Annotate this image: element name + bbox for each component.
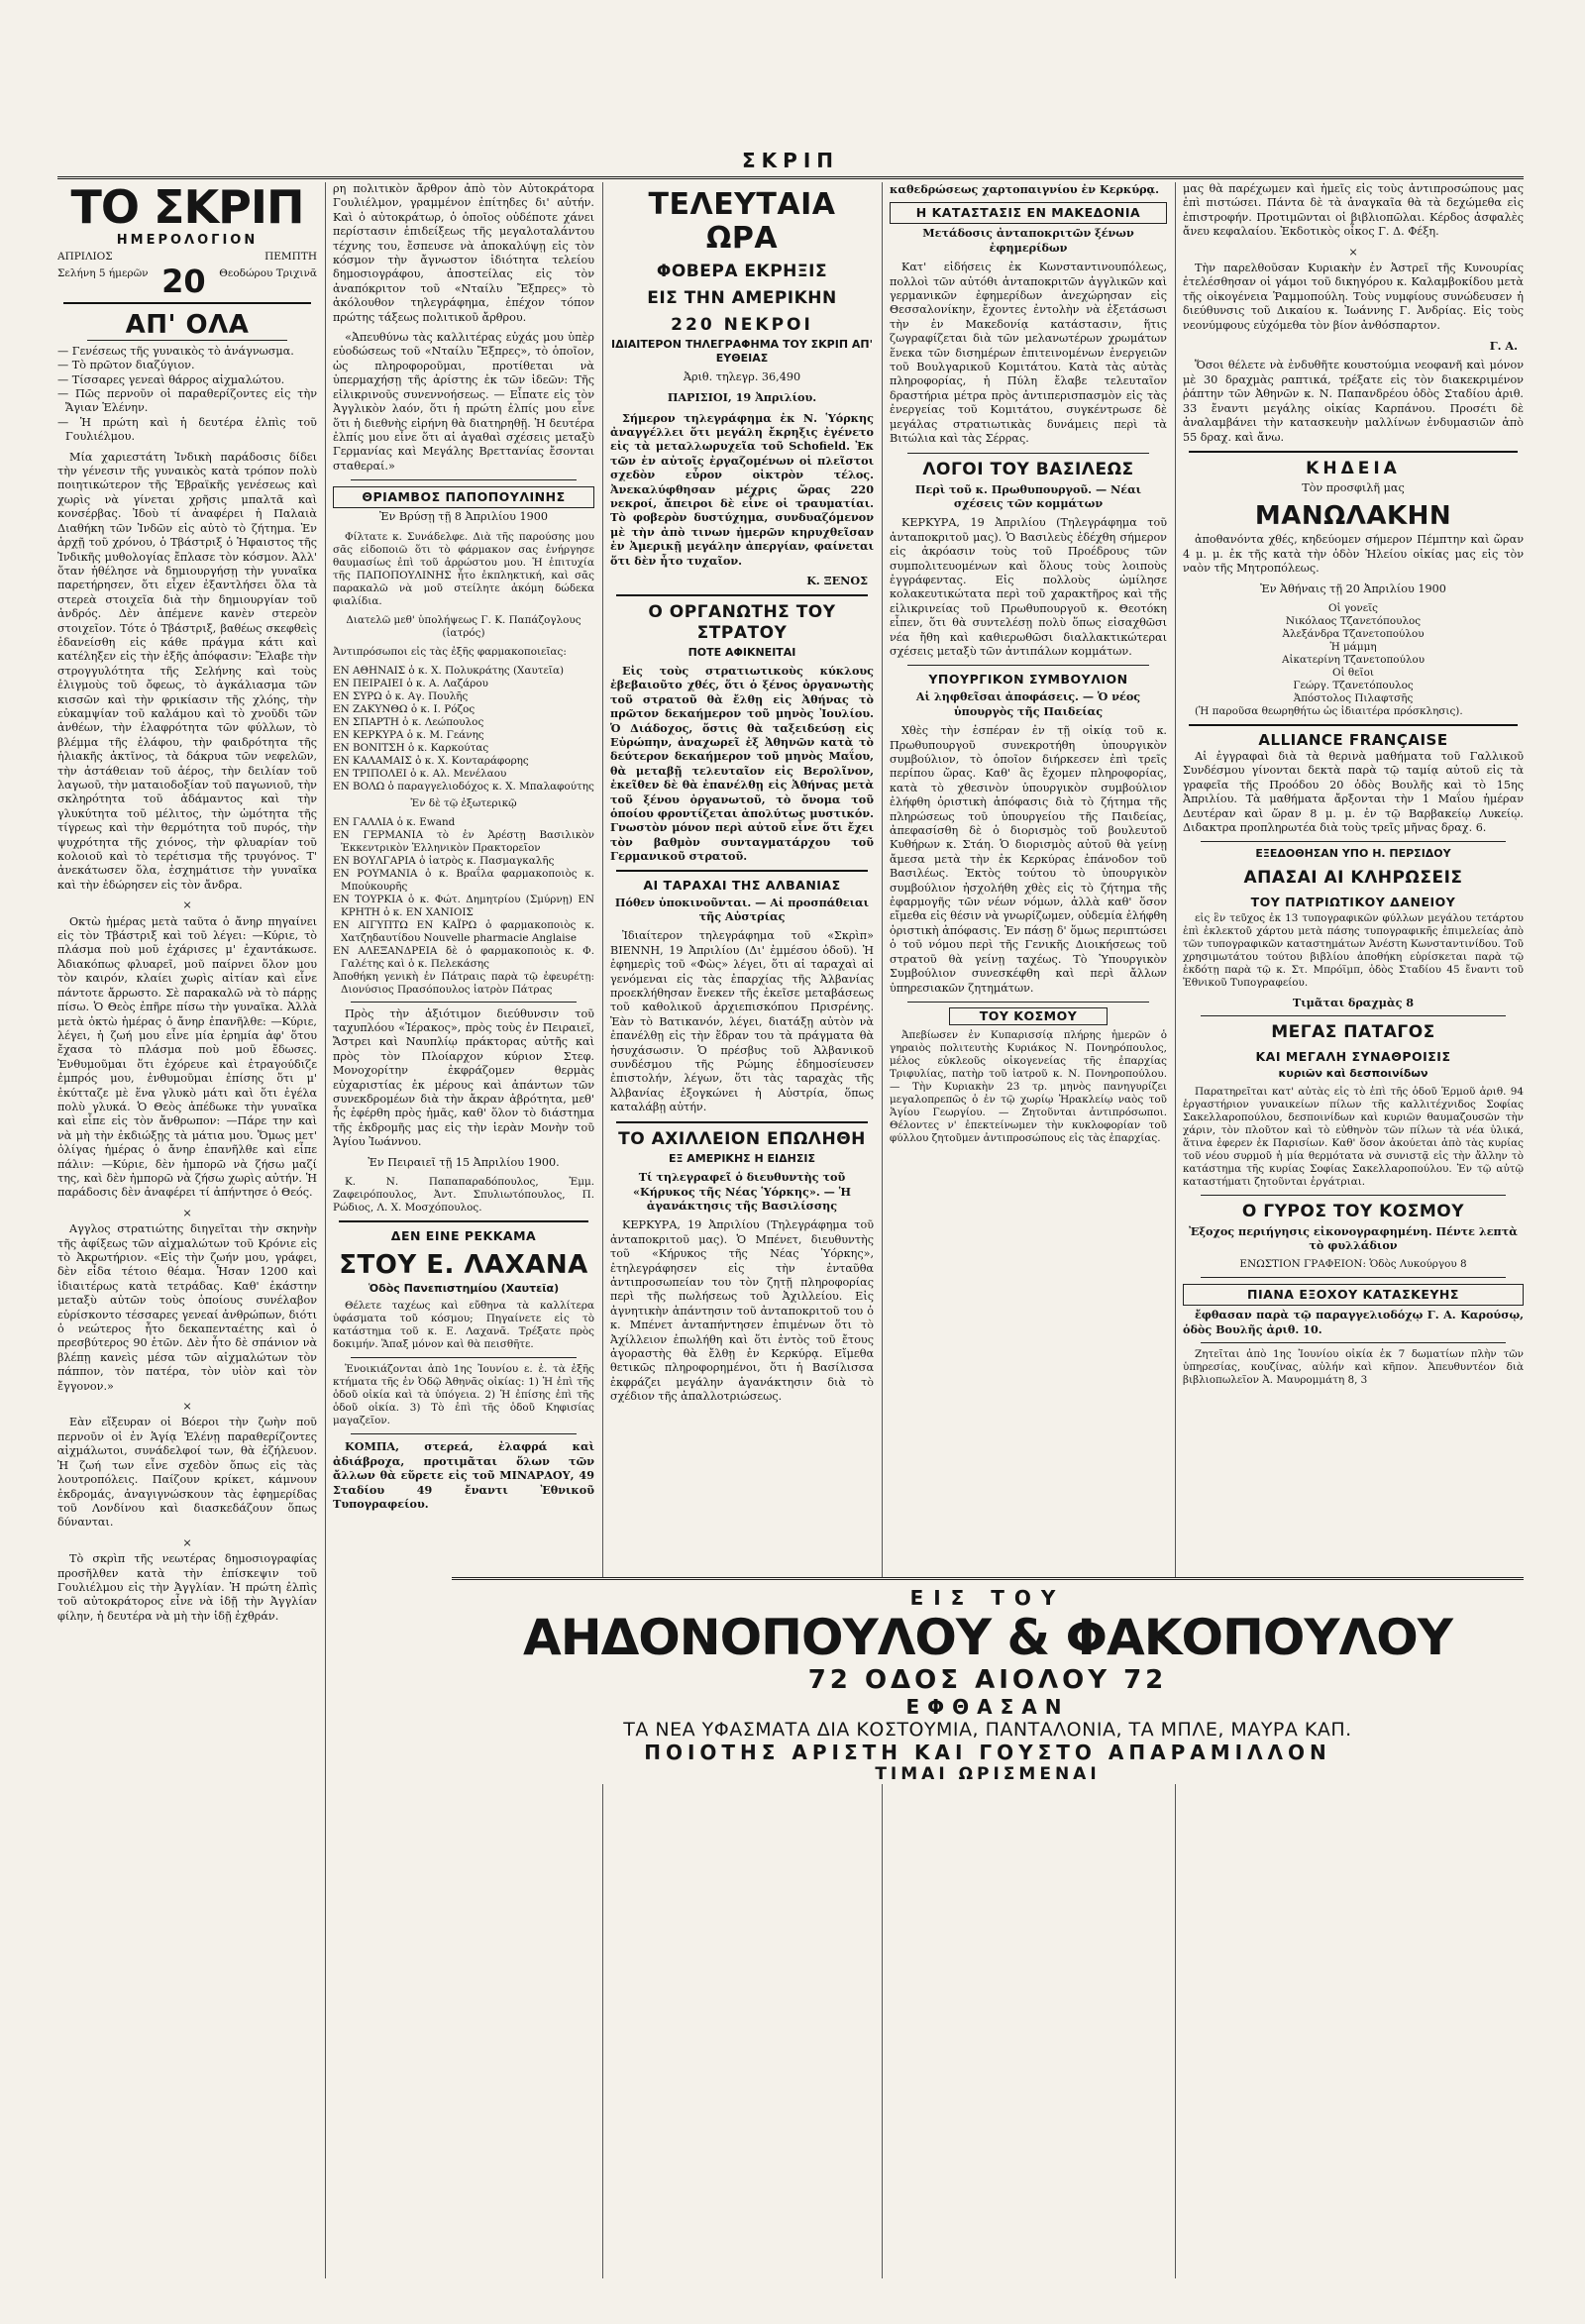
article-paragraph: Παρατηρεῖται κατ' αὐτὰς εἰς τὸ ἐπὶ τῆς ὁδοῦ Ἑρμοῦ ἀριθ. 94 ἐργαστήριον γυναικείων πίλων τῆς καλλιτέχνιδος Σοφίας Σακελλαροπούλου, δεσποινίδων καὶ κυριῶν θαυμαζουσῶν τὴν χάριν, τὸν πλοῦτον καὶ τὸ εὐθηνὸν τῶν πίλων τὰ νέα ὑλικά, ἅτινα ἐφερεν ἐκ Παρισίων. Καθ' ὅσον ἀκούεται ἀπὸ τὰς κυρίας τοῦ νέου συρμοῦ ἡ μία θερμότατα νὰ συνιστᾷ εἰς τὴν ἄλλην τὸ κατάστημα τῆς κυρίας Σοφίας Σακελλαροπούλου. Ἐν τῷ αὐτῷ καταστήματι ζητοῦνται ἐργάτριαι. — [1183, 1085, 1524, 1188]
depot-item: ΕΝ ΣΠΑΡΤΗ ὁ κ. Λεώπουλος — [333, 715, 484, 728]
summary-list — [57, 345, 317, 445]
article-paragraph: καθεδρώσεως χαρτοπαιγνίου ἐν Κερκύρᾳ. — [890, 182, 1160, 196]
depot-item: ΕΝ ΖΑΚΥΝΘΩ ὁ κ. Ι. Ρόζος — [333, 702, 476, 715]
article-paragraph: Χθὲς τὴν ἑσπέραν ἐν τῇ οἰκίᾳ τοῦ κ. Πρωθυπουργοῦ συνεκροτήθη ὑπουργικὸν συμβούλιον, τὸ ὁποῖον διήρκεσεν ἐπὶ τρεῖς περίπου ὥρας. Καθ' ἃς ἔχομεν πληροφορίας, κατὰ τὸ χθεσινὸν ὑπουργικὸν συμβούλιον ἐλήφθη ὁριστικὴ ἀπόφασις διὰ τὸ ζήτημα τῆς πληρώσεως τοῦ ὑπουργείου τῆς Παιδείας, ἀπεφασίσθη δὲ ὁ διορισμὸς τοῦ βουλευτοῦ Κυθήρων κ. Στάη. Ὁ διορισμὸς αὐτοῦ θὰ γείνῃ ἄμεσα μετὰ τὴν ἐκ Κερκύρας ἐπάνοδον τοῦ Βασιλέως. Ἐκτὸς τούτου τὸ ὑπουργικὸν συμβούλιον ἠσχολήθη χθὲς εἰς τὸ ζήτημα τῆς ἐφαρμογῆς τῶν νέων νόμων, ἀλλὰ καθ' ὅσον εἴμεθα εἰς θέσιν νὰ γνωρίζωμεν, οὐδεμία ἐλήφθη ὁριστικὴ ἀπόφασις. Ἐν πάσῃ δ' ὅμως περιπτώσει ὁ τοῦ νόμου περὶ τῆς Γενικῆς Διοικήσεως τοῦ στρατοῦ θὰ γείνῃ ταχέως. Τὸ Ὑπουργικὸν Συμβούλιον συνεσκέφθη καὶ περὶ ἄλλων ὑπηρεσιακῶν ζητημάτων. — [890, 724, 1167, 995]
summary-item: — Γενέσεως τῆς γυναικὸς τὸ ἀνάγνωσμα. — [57, 344, 294, 358]
ad-street: 72 ΟΔΟΣ ΑΙΟΛΟΥ 72 — [807, 1665, 1168, 1695]
abroad-list — [333, 816, 594, 997]
headline-telegram: ΙΔΙΑΙΤΕΡΟΝ ΤΗΛΕΓΡΑΦΗΜΑ ΤΟΥ ΣΚΡΙΠ ΑΠ' ΕΥΘΕΙΑΣ — [611, 338, 873, 366]
month-label: ΑΠΡΙΛΙΟΣ — [57, 251, 113, 264]
ad-arrived: ΕΦΘΑΣΑΝ — [905, 1695, 1070, 1719]
separator-cross: × — [182, 1535, 192, 1549]
article-paragraph: Εἰς τοὺς στρατιωτικοὺς κύκλους ἐβεβαιοῦτο χθές, ὅτι ὁ ξένος ὀργανωτὴς τοῦ στρατοῦ θὰ ἔλθῃ εἰς Ἀθήνας τὸ πρῶτον δεκαήμερον τοῦ μηνὸς Ἰουλίου. Ὁ Διάδοχος, ὅστις θὰ ταξειδεύσῃ εἰς Εὐρώπην, ἀναχωρεῖ ἐξ Ἀθηνῶν κατὰ τὸ δεύτερον δεκαήμερον τοῦ μηνὸς Μαΐου, θὰ μεταβῇ τελευταῖον εἰς Βερολῖνον, ἐκεῖθεν δὲ θὰ ἐπανέλθῃ εἰς Ἀθήνας μετὰ τοῦ ξένου ὀργανωτοῦ, τὸ ὄνομα τοῦ ὁποίου φροντίζεται ἀπολύτως μυστικόν. Γνωστὸν μόνον περὶ αὐτοῦ εἶνε ὅτι ἔχει τὸν βαθμὸν συνταγματάρχου τοῦ Γερμανικοῦ στρατοῦ. — [610, 663, 874, 864]
divider — [616, 1121, 868, 1123]
subheadline: Πόθεν ὑποκινοῦνται. — Αἱ προσπάθειαι τῆς Αὐστρίας — [614, 895, 870, 923]
article-paragraph: Σήμερον τηλεγράφημα ἐκ Ν. Ὑόρκης ἀναγγέλλει ὅτι μεγάλη ἔκρηξις ἐγένετο εἰς τὰ μεταλλωρυχεῖα τοῦ Schofield. Ἐκ τῶν ἐν αὐτοῖς ἐργαζομένων οἱ πλεῖστοι σχεδὸν εὗρον οἰκτρὸν τέλος. Ἀνεκαλύφθησαν μέχρις ὥρας 220 νεκροί, ἄπειροι δὲ εἶνε οἱ τραυματίαι. Τὸ φοβερὸν δυστύχημα, συνδυαζόμενον μὲ τὴν ἀπὸ τινων ἡμερῶν κηρυχθεῖσαν ἐν Ἀμερικῇ μεγάλην ἀπεργίαν, φαίνεται ὅτι δὲν ἦτο τυχαῖον. — [610, 410, 874, 568]
article-paragraph: Ἀπεβίωσεν ἐν Κυπαρισσίᾳ πλήρης ἡμερῶν ὁ γηραιὸς πολιτευτὴς Κυριάκος Ν. Πονηρόπουλος, μέλος εὐκλεοῦς οἰκογενείας τῆς ἐπαρχίας Τριφυλίας, πατὴρ τοῦ ἰατροῦ κ. Ν. Πονηροπούλου. — Τὴν Κυριακὴν 23 τρ. μηνὸς πανηγυρίζει μεγαλοπρεπῶς ὁ ἐν τῷ χωρίῳ Ἡρακλείῳ ναὸς τοῦ Ἁγίου Γεωργίου. — Ζητοῦνται ἀντιπρόσωποι. Θέλοντες ν' ἐπεκτείνωμεν τὴν κυκλοφορίαν τοῦ φύλλου ζητοῦμεν ἀντιπροσώπους εἰς τὰς ἐπαρχίας. — [890, 1028, 1167, 1144]
article-paragraph: Πρὸς τὴν ἀξιότιμον διεύθυνσιν τοῦ ταχυπλόου «Ἰέρακος», πρὸς τοὺς ἐν Πειραιεῖ, Ἄστρει καὶ Ναυπλίῳ πράκτορας αὐτῆς καὶ πρὸς τὸν Πλοίαρχον κύριον Στεφ. Μονοχορίτην ἐκφράζομεν θερμὰς εὐχαριστίας ἐκ μέρους καὶ ἁπάντων τῶν συνεκδρομέων διὰ τὴν ἄκραν ἀβρότητα, μεθ' ἧς ἐφέρθη πρὸς ἡμᾶς, καθ' ὅλον τὸ διάστημα τῆς ἐκδρομῆς μας εἰς τὴν ἱερὰν Μονὴν τοῦ Ἁγίου Ἰωάννου. — [333, 1006, 594, 1149]
family-line: Ἡ μάμμη — [1329, 640, 1377, 653]
article-paragraph: Εὰν εἴξευραν οἱ Βόεροι τὴν ζωὴν ποῦ περνοῦν οἱ ἐν Ἁγίᾳ Ἑλένῃ παραθερίζοντες αἰχμάλωτοι, συνάδελφοί των, θὰ ἐζήλευον. Ἡ ζωή των εἶνε σχεδὸν ὅπως εἰς τὰς λουτροπόλεις. Παίζουν κρίκετ, κάμνουν ἐκδρομάς, ἀναγιγνώσκουν τὰς ἐφημερίδας τοῦ Λονδίνου καὶ διασκεδάζουν ὅπως δύνανται. — [57, 1416, 317, 1530]
divider — [616, 870, 868, 872]
abroad-item: ΕΝ ΓΕΡΜΑΝΙΑ τὸ ἐν Ἀρέστῃ Βασιλικὸν Ἐκκεντρικὸν Ἑλληνικὸν Πρακτορεῖον — [333, 828, 594, 854]
column-5 — [1183, 182, 1524, 2278]
funeral-note: (Ἡ παροῦσα θεωρηθήτω ὡς ἰδιαιτέρα πρόσκλησις). — [1195, 704, 1463, 717]
headline-explosion: ΦΟΒΕΡΑ ΕΚΡΗΞΙΣ — [656, 262, 828, 281]
column-rule — [325, 182, 326, 2278]
section-heading-ap-ola: ΑΠ' ΟΛΑ — [87, 310, 287, 341]
divider — [351, 1002, 577, 1003]
family-line: Οἱ θεῖοι — [1332, 666, 1374, 679]
headline-thriamvos: ΘΡΙΑΜΒΟΣ ΠΑΠΟΠΟΥΛΙΝΗΣ — [333, 486, 594, 508]
ad-headline-rekkam: ΔΕΝ ΕΙΝΕ ΡΕΚΚΑΜΑ — [390, 1228, 537, 1243]
depot-item: ΕΝ ΤΡΙΠΟΛΕΙ ὁ κ. Αλ. Μενέλαου — [333, 767, 507, 780]
article-paragraph: εἰς ἓν τεῦχος ἐκ 13 τυπογραφικῶν φύλλων μεγάλου τετάρτου ἐπὶ ἐκλεκτοῦ χάρτου μετὰ πάσης τυπογραφικῆς ἐπιμελείας ἀπὸ τῶν τυπογραφικῶν καταστημάτων Ἀνέστη Κωνσταντινίδου. Τοῦ χρησιμωτάτου τούτου βιβλίου ἀποθήκη εὑρίσκεται παρὰ τῷ ἐκδότῃ παρὰ τῷ κ. Στ. Μπρόϊμπ, ὁδὸς Σταδίου 45 ἔναντι τοῦ Ἐθνικοῦ Τυπογραφείου. — [1183, 911, 1524, 989]
headline-last-hour: ΤΕΛΕΥΤΑΙΑ ΩΡΑ — [648, 187, 836, 256]
signature: Γ. Α. — [1489, 339, 1518, 354]
newspaper-page — [57, 149, 1524, 2278]
summary-item: — Πῶς περνοῦν οἱ παραθερίζοντες εἰς τὴν Ἄγιαν Ἑλένην. — [57, 387, 317, 415]
signature: Κ. ΞΕΝΟΣ — [806, 574, 868, 588]
divider — [1201, 1015, 1506, 1016]
column-rule — [602, 182, 603, 2278]
divider — [907, 665, 1149, 666]
ad-kompa: ΚΟΜΠΑ, στερεά, ἐλαφρά καὶ ἀδιάβροχα, προτιμᾶται ὅλων τῶν ἄλλων θὰ εὕρετε εἰς τοῦ ΜΙΝΑΡΑΟΥ, 49 Σταδίου 49 ἔναντι Ἐθνικοῦ Τυπογραφείου. — [333, 1439, 594, 1512]
column-1 — [57, 182, 317, 2278]
column-2 — [333, 182, 594, 2278]
saint-label: Θεοδώρου Τριχινᾶ — [219, 266, 317, 279]
headline-world: ΤΟΥ ΚΟΣΜΟΥ — [949, 1007, 1108, 1025]
article-paragraph: Αγγλος στρατιώτης διηγεῖται τὴν σκηνὴν τῆς ἀφίξεως τῶν αἰχμαλώτων τοῦ Κρόνιε εἰς τὸ Ἀκρωτήριον. «Εἰς τὴν ζωήν μου, γράφει, δὲν εἶδα τέτοιο θέαμα. Ἦσαν 1200 καὶ ἰδιαιτέρως κατὰ τετράδας. Καθ' ἑκάστην μεταξὺ αὐτῶν τοὺς ὁποίους συνέλαβον εὑρίσκοντο τέσσαρες γενεαί ἀνθρώπων, διότι ὁ νεώτερος ἦτο δεκαπενταέτης καὶ ὁ πρεσβύτερος 90 ἐτῶν. Δὲν ἦτο δὲ σπάνιον νὰ βλέπῃ κανεὶς μέσα τῶν αἰχμαλώτων τὸν πάππον, τὸν πατέρα, τὸν υἱὸν καὶ τὸν ἔγγονον.» — [57, 1222, 317, 1393]
abroad-item: ΕΝ ΑΙΓΥΠΤΩ ΕΝ ΚΑΪΡΩ ὁ φαρμακοποιὸς κ. Χατζηδαυτίδου Nouvelle pharmacie Anglaise — [333, 918, 594, 944]
signature: Διατελῶ μεθ' ὑπολήψεως Γ. Κ. Παπάζογλους (ἰατρός) — [346, 613, 581, 639]
divider — [1201, 1277, 1506, 1278]
article-paragraph: ἀποθανόντα χθές, κηδεύομεν σήμερον Πέμπτην καὶ ὥραν 4 μ. μ. ἐκ τῆς κατὰ τὴν ὁδὸν Ἡλείου οἰκίας μας εἰς τὸν ναὸν τῆς Μητροπόλεως. — [1183, 533, 1524, 576]
telegram-number: Ἀριθ. τηλεγρ. 36,490 — [683, 370, 801, 383]
dateline: Ἐν Βρύσῃ τῇ 8 Ἀπριλίου 1900 — [379, 510, 548, 524]
headline-organizer: Ο ΟΡΓΑΝΩΤΗΣ ΤΟΥ ΣΤΡΑΤΟΥ — [648, 601, 836, 643]
column-rule — [1175, 182, 1176, 2278]
article-paragraph: Ἰδιαίτερον τηλεγράφημα τοῦ «Σκρὶπ» ΒΙΕΝΝΗ, 19 Ἀπριλίου (Δι' ἐμμέσου ὁδοῦ). Ἡ ἐφημερὶς τοῦ «Φὼς» λέγει, ὅτι αἱ ταραχαὶ αἱ γενόμεναι εἰς τὰς ἐπαρχίας τῆς Ἀλβανίας προεκλήθησαν ἕνεκεν τῆς ἐκεῖσε μεταβάσεως τοῦ καθολικοῦ ἀρχιεπισκόπου Πρισρένης. Ἐὰν τὸ Βατικανόν, λέγει, διατάξῃ αὐτὸν νὰ ἐπανέλθῃ εἰς τὴν ἕδραν του τὰ πράγματα θὰ ἡσυχάσωσιν. Ὁ πρέσβυς τοῦ Ἀλβανικοῦ συνδέσμου τῆς Ρώμης ἐδημοσίευσεν ἐπιστολήν, λέγων, ὅτι τὰς ταραχὰς τῆς Ἀλβανίας ἐξογκώνει ἡ Αὐστρία, ὅπως καταλάβῃ αὐτήν. — [610, 929, 874, 1114]
signatories: Κ. Ν. Παπαπαραδόπουλος, Ἐμμ. Ζαφειρόπουλος, Ἀντ. Σπυλιωτόπουλος, Π. Ρώδιος, Λ. Χ. Μοσχόπουλος. — [333, 1176, 594, 1214]
article-paragraph: Τὸ σκρὶπ τῆς νεωτέρας δημοσιογραφίας προσῆλθεν κατὰ τὴν ἐπίσκεψιν τοῦ Γουλιέλμου εἰς τὴν Ἀγγλίαν. Ἡ πρώτη ἐλπὶς τοῦ αὐτοκράτορος εἶνε νὰ ἰδῇ τὴν Ἀγγλίαν φίλην, ἡ δευτέρα νὰ μὴ τὴν ἰδῇ ἐχθράν. — [57, 1552, 317, 1623]
dateline: Ἐν Ἀθήναις τῇ 20 Ἀπριλίου 1900 — [1260, 581, 1446, 595]
divider — [616, 594, 868, 596]
masthead-brand: ΤΟ ΣΚΡΙΠ — [70, 182, 304, 234]
ad-headline-lachana: ΣΤΟΥ Ε. ΛΑΧΑΝΑ — [339, 1250, 588, 1280]
article-paragraph: Μία χαριεστάτη Ἰνδικὴ παράδοσις δίδει τὴν γένεσιν τῆς γυναικὸς κατὰ τρόπον πολὺ ποιητικώτερον τῆς Ἑβραϊκῆς γενέσεως καὶ χωρὶς νὰ γίνεται χρῆσις μπαλτᾶ καὶ κονσέρβας. Ἰδοὺ τί ἀναφέρει ἡ Παλαιὰ Διαθήκη τῶν Ἰνδῶν εἰς αὐτὸ τὸ ζήτημα. Ἐν ἀρχῇ τοῦ χρόνου, ὁ Τβάστριξ ὁ Ἡφαιστος τῆς Ἰνδικῆς μυθολογίας ἔπλασε τὸν κόσμον. Ἀλλ' ὅταν ἠθέλησε νὰ δημιουργήσῃ τὴν γυναῖκα παρετήρησεν, ὅτι εἶχεν ἐξαντλήσει ὅλα τὰ στερεὰ στοιχεῖα διὰ τὴν δημιουργίαν τοῦ ἀνδρός. Δὲν ἀπέμενε κανὲν στερεὸν στοιχεῖον. Τότε ὁ Τβάστριξ, βαθέως σκεφθεὶς ἐδανείσθη εἰς κάθε πράγμα κάτι καὶ κατέληξεν εἰς τὴν ἐξῆς ἀπόφασιν: Ἔλαβε τὴν στρογγυλότητα τῆς Σελήνης καὶ τοὺς ἑλιγμοὺς τοῦ ὄφεως, τὸ ἀγκάλιασμα τῶν κισσῶν καὶ τὴν φρικίασιν τῆς χλόης, τὴν εὐκαμψίαν τοῦ καλάμου καὶ τὸ χνοῦδι τῶν ἀνθέων, τὴν ἐλαφρότητα τῶν φύλλων, τὸ βλέμμα τῆς ἐλάφου, τὴν φαιδρότητα τῆς ἡλιακῆς ἀκτῖνος, τὰ δάκρυα τῶν νεφελῶν, τὴν ἀστάθειαν τοῦ ἀέρος, τὴν δειλίαν τοῦ λαγωοῦ, τὴν ματαιοδοξίαν τοῦ παγωνιοῦ, τὴν σκληρότητα τοῦ ἀδάμαντος καὶ τὴν γλυκύτητα τοῦ μέλιτος, τὴν ὠμότητα τῆς τίγρεως καὶ τὴν θερμότητα τοῦ πυρός, τὴν ψυχρότητα τῆς χιόνος, τὴν φλυαρίαν τοῦ κολοιοῦ καὶ τὸ τερέτισμα τῆς τρυγόνος. Τ' ἀνεκάτωσεν ὅλα, ἐσχημάτισε τὴν γυναῖκα καὶ τὴν ἐδώρησεν εἰς τὸν ἄνδρα. — [57, 450, 317, 892]
article-paragraph: ΚΕΡΚΥΡΑ, 19 Ἀπριλίου (Τηλεγράφημα τοῦ ἀνταποκριτοῦ μας). Ὁ Μπένετ, διευθυντὴς τοῦ «Κήρυκος τῆς Νέας Ὑόρκης», ἐτηλεγράφησεν εἰς τὴν ἐνταῦθα ἀντιπροσωπείαν του τὸν ζητῇ πληροφορίας περὶ τῆς πωλήσεως τοῦ Ἀχιλλείου. Εἰς ἀγνητικὴν ἀπάντησιν τοῦ ἀνταποκριτοῦ του ὁ κ. Μπένετ ἀνταπήντησεν ἐπιμένων ὅτι τὸ Ἀχίλλειον ἐπωλήθη καὶ ὅτι ἐντὸς τοῦ ἔτους ἀγοραστὴς θὰ ἔλθῃ ἐν Κερκύρᾳ. Εἴμεθα θετικῶς πληροφορημένοι, ὅτι ἡ Βασίλισσα ἐκφράζει μεγάλην ἀγανάκτησιν διὰ τὸ σχέδιον τῆς ἀπαλλοτριώσεως. — [610, 1218, 874, 1404]
headline-loan: ΤΟΥ ΠΑΤΡΙΩΤΙΚΟΥ ΔΑΝΕΙΟΥ — [1250, 894, 1456, 909]
separator-cross: × — [182, 898, 192, 912]
abroad-title: Ἐν δὲ τῷ ἐξωτερικῷ — [410, 796, 517, 809]
summary-item: — Τίσσαρες γενεαὶ θάρρος αἰχμαλώτου. — [57, 372, 285, 386]
article-paragraph: ρη πολιτικὸν ἄρθρον ἀπὸ τὸν Αὐτοκράτορα Γουλιέλμον, γραμμένον ἐπίτηδες δι' αὐτήν. Καὶ ὁ αὐτοκράτωρ, ὁ ὁποῖος οὐδέποτε χάνει περίστασιν ἐπιδείξεως τῆς μεγαλοταλάντου τέχνης του, ἔσπευσε νὰ ἀποκαλύψῃ εἰς τὸν κόσμον τὴν ἄγνωστον ἰδιότητα τελείου δημοσιογράφου, ἀποστείλας εἰς τὸν ἀναπόκριτον τοῦ «Νταίλυ Ἔξπρες» τὸ ἀκόλουθον τηλεγράφημα, ἐπέχον τόπον πρώτης τάξεως πολιτικοῦ ἄρθρου. — [333, 182, 594, 324]
ad-line-3: ΤΙΜΑΙ ΩΡΙΣΜΕΝΑΙ — [875, 1764, 1101, 1784]
abroad-item: ΕΝ ΑΛΕΞΑΝΔΡΕΙΑ δὲ ὁ φαρμακοποιὸς κ. Φ. Γαλέτης καὶ ὁ κ. Πελεκάσης — [333, 944, 594, 970]
ad-line-1: ΤΑ ΝΕΑ ΥΦΑΣΜΑΤΑ ΔΙΑ ΚΟΣΤΟΥΜΙΑ, ΠΑΝΤΑΛΟΝΙΑ, ΤΑ ΜΠΛΕ, ΜΑΥΡΑ ΚΑΠ. — [623, 1719, 1352, 1741]
depot-list — [333, 665, 594, 793]
funeral-lead: Τὸν προσφιλῆ μας — [1302, 480, 1405, 494]
ad-body: Ἐνοικιάζονται ἀπὸ 1ης Ἰουνίου ε. ἐ. τὰ ἐξῆς κτήματα τῆς ἐν Ὀδῷ Ἀθηνᾶς οἰκίας: 1) Ἡ ἐπὶ τῆς ὁδοῦ οἰκία καὶ τὰ ὑπόγεια. 2) Ἡ ἐπίσης ἐπὶ τῆς ὁδοῦ οἰκία. 3) Τὸ ἐπὶ τῆς ὁδοῦ Κηφισίας μαγαζεῖον. — [333, 1363, 594, 1427]
divider — [1201, 1195, 1506, 1196]
subheadline: ΠΟΤΕ ΑΦΙΚΝΕΙΤΑΙ — [687, 645, 796, 659]
running-title: ΣΚΡΙΠ — [57, 149, 1524, 179]
ad-body: Ἐξοχος περιήγησις εἰκονογραφημένη. Πέντε λεπτὰ τὸ φυλλάδιον — [1189, 1223, 1518, 1252]
column-3 — [610, 182, 874, 2278]
headline-alliance: ALLIANCE FRANÇAISE — [1258, 730, 1448, 749]
divider — [351, 1433, 577, 1434]
abroad-item: Ἀποθήκη γενικὴ ἐν Πάτραις παρὰ τῷ ἐφευρέτῃ: Διονύσιος Πρασόπουλος ἰατρὸν Πάτρας — [333, 970, 594, 996]
family-line: Αἰκατερίνη Τζανετοπούλου — [1281, 653, 1426, 666]
headline-world-tour: Ο ΓΥΡΟΣ ΤΟΥ ΚΟΣΜΟΥ — [1241, 1201, 1465, 1221]
headline-king: ΛΟΓΟΙ ΤΟΥ ΒΑΣΙΛΕΩΣ — [922, 459, 1134, 479]
divider — [1201, 841, 1506, 842]
family-line: Γεώργ. Τζανετόπουλος — [1293, 679, 1414, 691]
ad-firm-name: ΑΗΔΟΝΟΠΟΥΛΟΥ & ΦΑΚΟΠΟΥΛΟΥ — [523, 1609, 1452, 1666]
article-paragraph: Φίλτατε κ. Συνάδελφε. Διὰ τῆς παρούσης μου σᾶς εἰδοποιῶ ὅτι τὸ φάρμακον σας ἐνήργησε θαυμασίως ἐπὶ τοῦ ἀρρώστου μου. Ἡ ἐπιτυχία τῆς ΠΑΠΟΠΟΥΛΙΝΗΣ ἦτο ἐκπληκτική, καὶ σᾶς παρακαλῶ νὰ μοῦ στείλητε ἀκόμη δώδεκα φιαλίδια. — [333, 530, 594, 607]
article-paragraph: Κατ' εἰδήσεις ἐκ Κωνσταντινουπόλεως, πολλοὶ τῶν αὐτόθι ἀνταποκριτῶν ἀγγλικῶν καὶ γερμανικῶν ἐφημερίδων ἀνεχώρησαν εἰς Θεσσαλονίκην, ἔχοντες ἐντολὴν νὰ ἐξετάσωσι τὴν ἐν Μακεδονίᾳ κατάστασιν, ἥτις ζωγραφίζεται διὰ τῶν μελανωτέρων χρωμάτων ἕνεκα τῶν δισημέρων ἐπιτεινομένων ἐνεργειῶν τοῦ Βουλγαρικοῦ Κομιτάτου. Κατὰ τὰς αὐτὰς πληροφορίας, ἡ Πύλη ἔλαβε τελευταῖον δραστήρια μέτρα πρὸς ἀντιπερισπασμὸν εἰς τὰς ἐνεργείας τοῦ Κομιτάτου, συγκέντρωσε δὲ μεγάλας στρατιωτικὰς δυνάμεις περὶ τὰ Βιτώλια καὶ τὰς Σέρρας. — [890, 261, 1167, 446]
funeral-name: ΜΑΝΩΛΑΚΗΝ — [1254, 501, 1452, 532]
abroad-item: ΕΝ ΡΟΥΜΑΝΙΑ ὁ κ. Βραΐλα φαρμακοποιὸς κ. Μποὐκουρῆς — [333, 867, 594, 893]
depot-item: ΕΝ ΣΥΡΩ ὁ κ. Αγ. Πουλῆς — [333, 689, 469, 702]
article-paragraph: Οκτὼ ἡμέρας μετὰ ταῦτα ὁ ἄνηρ πηγαίνει εἰς τὸν Τβάστριξ καὶ τοῦ λέγει: —Κύριε, τὸ πλάσμα ποὺ μοῦ ἐχάρισες μ' ἐχαντάκωσε. Ἀδιακόπως φλυαρεῖ, μοῦ παίρνει ὅλον μου τὸν καιρόν, κλαίει χωρὶς αἰτίαν καὶ εἶνε πάντοτε ἄρρωστο. Σὲ παρακαλῶ νὰ τὸ πάρῃς πίσω. Ὁ Θεὸς ἐπῆρε πίσω τὴν γυναῖκα. Ἀλλὰ μετὰ ὀκτὼ ἡμέρας ὁ ἄνηρ ἐπανῆλθε: —Κύριε, λέγει, ἡ ζωή μου εἶνε μία ἐρημία ἀφ' ὅτου ἔχασα τὸ πλάσμα ποὺ μοῦ ἔδωσες. Ἐνθυμοῦμαι ὅτι ἐχόρευε καὶ ἐτραγούδιζε ἐμπρός μου, ἐνθυμοῦμαι ἐπίσης ὅτι μ' ἐκύτταζε μὲ ἕνα γλυκὸ μάτι καὶ ὅτι ἐγέλα πολὺ γλυκά. Ὁ Θεὸς ἀπέδωκε τὴν γυναῖκα καὶ εἶπε εἰς τὸν ἄνθρωπον: —Πάρε την καὶ νὰ μὴ τὴν ἐκδιώξῃς τὰ μάτια μου. Ὅμως μετ' ὀλίγας ἡμέρας ὁ ἄνηρ ἐπανῆλθε καὶ εἶπε πάλιν: —Κύριε, δὲν ἠμπορῶ νὰ ζήσω μαζί της, καὶ δὲν ἠμπορῶ νὰ ζήσω χωρὶς αὐτήν. Ἡ παράδοσις δὲν ἀναφέρει τί ἀπήντησε ὁ Θεός. — [57, 914, 317, 1200]
article-paragraph: Τὴν παρελθοῦσαν Κυριακὴν ἐν Ἀστρεῖ τῆς Κυνουρίας ἐτελέσθησαν οἱ γάμοι τοῦ δικηγόρου κ. Καλαμβοκίδου μετὰ τῆς οἰκογένεια Ῥαμμοπούλη. Τοὺς νυμφίους συνώδευσεν ἡ διεύθυνσις τοῦ Δικαίου κ. Ἰωάννης Γ. Ἀνδρίας. Εἰς τοὺς νεονύμφους εὐχόμεθα τὸν βίον ἀνθόσπαρτον. — [1183, 262, 1524, 332]
headline-published: ΕΞΕΔΟΘΗΣΑΝ ΥΠΟ Η. ΠΕΡΣΙΔΟΥ — [1255, 847, 1451, 861]
depots-intro: Ἀντιπρόσωποι εἰς τὰς ἐξῆς φαρμακοποιεῖας: — [333, 645, 567, 658]
depot-item: ΕΝ ΑΘΗΝΑΙΣ ὁ κ. Χ. Πολυκράτης (Χαυτεῖα) — [333, 664, 565, 677]
headline-dead-count: 220 ΝΕΚΡΟΙ — [671, 315, 813, 335]
article-paragraph: Ὅσοι θέλετε νὰ ἐνδυθῆτε κουστούμια νεοφανῆ καὶ μόνον μὲ 30 δραχμὰς ραπτικά, τρέξατε εἰς τὸν διακεκριμένον ῥάπτην τῶν Ἀθηνῶν κ. Ν. Παπανδρέου ὁδὸς Σταδίου ἀριθ. 33 ἔναντι μεγάλης οἰκίας Καρπάνου. Προσέτι δὲ ἀναλαμβάνει τὴν κατασκευὴν μαλλίνων ἐνδυμασιῶν ἀπὸ 55 δραχ. καὶ ἄνω. — [1183, 359, 1524, 444]
moon-label: Σελήνη 5 ήμερῶν — [57, 266, 149, 279]
ad-body: ἔφθασαν παρὰ τῷ παραγγελιοδόχῳ Γ. Α. Καρούσῳ, ὁδὸς Βουλῆς ἀριθ. 10. — [1183, 1308, 1524, 1336]
abroad-item: ΕΝ ΤΟΥΡΚΙΑ ὁ κ. Φώτ. Δημητρίου (Σμύρνῃ) ΕΝ ΚΡΗΤΗ ὁ κ. ΕΝ ΧΑΝΙΟΙΣ — [333, 893, 594, 918]
ad-body: Θέλετε ταχέως καὶ εὔθηνα τὰ καλλίτερα ὑφάσματα τοῦ κόσμου; Πηγαίνετε εἰς τὸ κατάστημα τοῦ κ. Ε. Λαχανᾶ. Τρέξατε πρὸς δοκιμήν. Ἅπαξ μόνον καὶ θὰ πεισθῆτε. — [333, 1300, 594, 1351]
subheadline: Περὶ τοῦ κ. Πρωθυπουργοῦ. — Νέαι σχέσεις τῶν κομμάτων — [914, 481, 1142, 510]
family-line: Ἀπόστολος Πιλαφτσῆς — [1293, 691, 1414, 704]
article-paragraph: ΚΕΡΚΥΡΑ, 19 Ἀπριλίου (Τηλεγράφημα τοῦ ἀνταποκριτοῦ μας). Ὁ Βασιλεὺς ἐδέχθη σήμερον εἰς ἀκρόασιν τοὺς τοῦ Προέδρους τῶν συμπολιτευομένων καὶ ὅλους τοὺς λοιποὺς ἐγγράφεντας. Εἰς πολλοὺς ὡμίλησε κολακευτικώτατα περὶ τοῦ χαρακτῆρος καὶ τῆς εἰλικρινείας τοῦ Πρωθυπουργοῦ κ. Θεοτόκη εἶπεν, ὅτι θὰ συντελέσῃ πολὺ ὅπως εἰσαχθῶσι νέα ἤθη καὶ καθιερωθῶσι διαλλακτικώτεραι σχέσεις μεταξὺ τῶν ἀντιπάλων κομμάτων. — [890, 516, 1167, 658]
depot-item: ΕΝ ΠΕΙΡΑΙΕΙ ὁ κ. Α. Λαζάρου — [333, 677, 488, 689]
dateline: ΠΑΡΙΣΙΟΙ, 19 Ἀπριλίου. — [667, 390, 817, 405]
headline-patagos: ΜΕΓΑΣ ΠΑΤΑΓΟΣ — [1271, 1022, 1435, 1043]
weekday-label: ΠΕΜΠΤΗ — [264, 251, 317, 264]
abroad-item: ΕΝ ΒΟΥΛΓΑΡΙΑ ὁ ἰατρὸς κ. Πασμαγκαλῆς — [333, 854, 555, 867]
headline-albania: ΑΙ ΤΑΡΑΧΑΙ ΤΗΣ ΑΛΒΑΝΙΑΣ — [643, 877, 841, 893]
day-number: 20 — [161, 262, 206, 300]
family-line: Οἱ γονεῖς — [1328, 601, 1378, 614]
family-line: Νικόλαος Τζανετόπουλος — [1285, 614, 1422, 627]
almanac-title: ΗΜΕΡΟΛΟΓΙΟΝ — [116, 233, 259, 248]
divider — [351, 1357, 577, 1358]
summary-item: — Ἡ πρώτη καὶ ἡ δευτέρα ἐλπὶς τοῦ Γουλιέλμου. — [57, 415, 317, 444]
subheadline: ΕΞ ΑΜΕΡΙΚΗΣ Η ΕΙΔΗΣΙΣ — [669, 1151, 815, 1165]
subheadline: Αἱ ληφθεῖσαι ἀποφάσεις. — Ὁ νέος ὑπουργὸς τῆς Παιδείας — [915, 689, 1141, 718]
divider — [351, 479, 577, 480]
summary-item: — Τὸ πρῶτον διαζύγιον. — [57, 359, 195, 372]
divider — [1201, 1342, 1506, 1343]
divider — [339, 1220, 588, 1222]
article-paragraph: Ζητεῖται ἀπὸ 1ης Ἰουνίου οἰκία ἐκ 7 δωματίων πλὴν τῶν ὑπηρεσίας, κουζίνας, αὐλήν καὶ κῆπον. Ἀπευθυντέον διὰ βιβλιοπωλεῖον Ἀ. Μαυρομμάτη 8, 3 — [1183, 1348, 1524, 1387]
column-4 — [890, 182, 1167, 2278]
divider — [907, 453, 1149, 454]
column-rule — [882, 182, 883, 2278]
article-paragraph: μας θὰ παρέχωμεν καὶ ἡμεῖς εἰς τοὺς ἀντιπροσώπους μας ἐπὶ πιστώσει. Πάντα δὲ τὰ ἀναγκαῖα θὰ τὰ δεχώμεθα εἰς ἐπιστροφήν. Προτιμῶνται οἱ βιβλιοπῶλαι. Κέρδος ἀσφαλὲς ἄνευ κεφαλαίου. Ἐκδοτικὸς οἶκος Γ. Δ. Φέξη. — [1183, 182, 1524, 239]
ad-office: ΕΝΩΣΤΙΟΝ ΓΡΑΦΕΙΟΝ: Ὁδὸς Λυκούργου 8 — [1239, 1258, 1467, 1271]
separator-cross: × — [182, 1400, 192, 1414]
subheadline: Μετάδοσις ἀνταποκριτῶν ξένων ἐφημερίδων — [922, 226, 1134, 255]
ad-line-2: ΠΟΙΟΤΗΣ ΑΡΙΣΤΗ ΚΑΙ ΓΟΥΣΤΟ ΑΠΑΡΑΜΙΛΛΟΝ — [644, 1741, 1331, 1764]
depot-item: ΕΝ ΚΑΛΑΜΑΙΣ ὁ κ. Χ. Κονταράφορης — [333, 754, 529, 767]
price: Τιμᾶται δραχμὰς 8 — [1292, 995, 1415, 1009]
dateline: Ἐν Πειραιεῖ τῇ 15 Ἀπριλίου 1900. — [368, 1155, 560, 1169]
headline-cabinet: ΥΠΟΥΡΓΙΚΟΝ ΣΥΜΒΟΥΛΙΟΝ — [928, 672, 1128, 687]
divider — [1189, 724, 1518, 726]
separator-cross: × — [1348, 245, 1358, 259]
funeral-family — [1183, 602, 1524, 705]
ad-eis: ΕΙΣ ΤΟΥ — [909, 1586, 1066, 1610]
lead: Τί τηλεγραφεῖ ὁ διευθυντὴς τοῦ «Κήρυκος τῆς Νέας Ὑόρκης». — Ἡ ἀγανάκτησις τῆς Βασιλίσσης — [633, 1170, 851, 1213]
headline-lotteries: ΑΠΑΣΑΙ ΑΙ ΚΛΗΡΩΣΕΙΣ — [1243, 867, 1463, 888]
headline-achilleion: ΤΟ ΑΧΙΛΛΕΙΟΝ ΕΠΩΛΗΘΗ — [618, 1128, 866, 1149]
depot-item: ΕΝ ΒΟΝΙΤΣΗ ὁ κ. Καρκούτας — [333, 741, 489, 754]
headline-gathering: ΚΑΙ ΜΕΓΑΛΗ ΣΥΝΑΘΡΟΙΣΙΣ — [1255, 1049, 1451, 1065]
divider — [907, 1002, 1149, 1003]
divider — [63, 302, 311, 304]
advertisement-banner — [452, 1577, 1524, 1784]
headline-pianos: ΠΙΑΝΑ ΕΞΟΧΟΥ ΚΑΤΑΣΚΕΥΗΣ — [1183, 1284, 1524, 1306]
depot-item: ΕΝ ΒΟΛΩ ὁ παραγγελιοδόχος κ. Χ. Μπαλαφούτης — [333, 780, 594, 792]
article-paragraph: Αἱ ἐγγραφαὶ διὰ τὰ θερινὰ μαθήματα τοῦ Γαλλικοῦ Συνδέσμου γίνονται δεκτὰ παρὰ τῷ ταμίᾳ αὐτοῦ εἰς τὰ γραφεῖα τῆς Προόδου 20 ὁδὸς Βουλῆς καὶ τὸ 15ης Ἀπριλίου. Τὰ μαθήματα ἄρξονται τὴν 1 Μαΐου ἡμέραν Δευτέραν καὶ ὥραν 8 μ. μ. ἐν τῷ Βαρβακείῳ Λυκείῳ. Διδακτρα προπληρωτέα διὰ τοὺς τρεῖς μῆνας δραχ. 6. — [1183, 749, 1524, 834]
headline-america: ΕΙΣ ΤΗΝ ΑΜΕΡΙΚΗΝ — [647, 288, 837, 308]
separator-cross: × — [182, 1206, 192, 1219]
abroad-item: ΕΝ ΓΑΛΛΙΑ ὁ κ. Ewand — [333, 815, 456, 828]
divider — [1189, 451, 1518, 453]
ad-address: Ὁδὸς Πανεπιστημίου (Χαυτεῖα) — [368, 1282, 560, 1295]
date-row-2 — [57, 262, 317, 300]
headline-funeral: ΚΗΔΕΙΑ — [1306, 458, 1401, 478]
article-paragraph: «Ἀπευθύνω τὰς καλλιτέρας εὐχάς μου ὑπὲρ εὐοδώσεως τοῦ «Νταίλυ Ἔξπρες», τὸ ὁποῖον, ὡς πληροφοροῦμαι, προτίθεται νὰ ὑπερμαχήσῃ τῆς ἀρίστης ἐκ τῶν ἰδεῶν: Τῆς εἰλικρινοῦς συνεννοήσεως. — Εἶπατε εἰς τὸν Ἀγγλικὸν λαόν, ὅτι ἡ πρώτη ἐλπίς μου εἶνε ὅτι ἡ διεθνὴς εἰρήνη θὰ διατηρηθῇ. Ἡ δευτέρα ἐλπίς μου εἶνε ὅτι αἱ ἀγαθαὶ σχέσεις μεταξὺ Γερμανίας καὶ Μεγάλης Βρεττανίας ἔσονται σταθεραί.» — [333, 331, 594, 473]
depot-item: ΕΝ ΚΕΡΚΥΡΑ ὁ κ. Μ. Γεάνης — [333, 728, 484, 741]
subheadline: κυριῶν καὶ δεσποινίδων — [1278, 1067, 1428, 1081]
headline-macedonia: Η ΚΑΤΑΣΤΑΣΙΣ ΕΝ ΜΑΚΕΔΟΝΙΑ — [890, 202, 1167, 224]
family-line: Ἀλεξάνδρα Τζανετοπούλου — [1282, 627, 1425, 640]
